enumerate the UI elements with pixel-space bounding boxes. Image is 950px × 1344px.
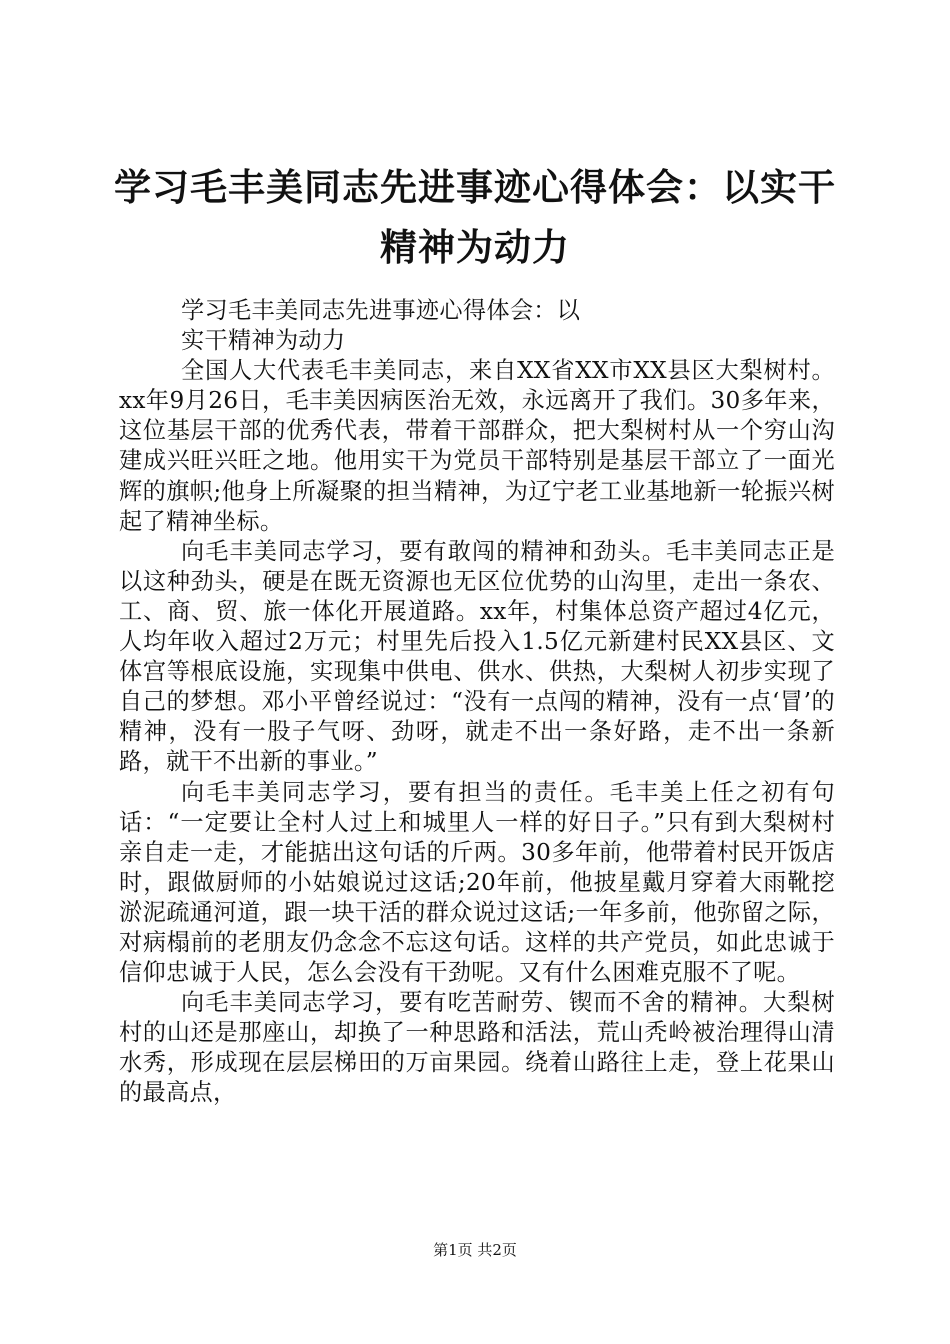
subtitle-line: 学习毛丰美同志先进事迹心得体会：以	[181, 297, 581, 324]
document-title: 学习毛丰美同志先进事迹心得体会：以实干精神为动力	[114, 166, 836, 269]
body-paragraph: 向毛丰美同志学习，要有担当的责任。毛丰美上任之初有句话：“一定要让全村人过上和城里人一样的好日子。”只有到大梨树村亲自走一走，才能掂出这句话的斤两。30多年前，他带着村民开饭店时，跟做厨师的小姑娘说过这话;20年前，他披星戴月穿着大雨靴挖淤泥疏通河道，跟一块干活的群众说过这话;一年多前，他弥留之际，对病榻前的老朋友仍念念不忘这句话。这样的共产党员，如此忠诚于信仰忠诚于人民，怎么会没有干劲呢。又有什么困难克服不了呢。	[119, 778, 835, 987]
document-body	[119, 296, 835, 1109]
page-footer: 第1页 共2页	[433, 1241, 517, 1259]
body-paragraph: 全国人大代表毛丰美同志，来自XX省XX市XX县区大梨树村。xx年9月26日，毛丰美因病医治无效，永远离开了我们。30多年来，这位基层干部的优秀代表，带着干部群众，把大梨树村从一个穷山沟建成兴旺兴旺之地。他用实干为党员干部特别是基层干部立了一面光辉的旗帜;他身上所凝聚的担当精神，为辽宁老工业基地新一轮振兴树起了精神坐标。	[119, 357, 835, 535]
body-paragraph: 向毛丰美同志学习，要有吃苦耐劳、锲而不舍的精神。大梨树村的山还是那座山，却换了一种思路和活法，荒山秃岭被治理得山清水秀，形成现在层层梯田的万亩果园。绕着山路往上走，登上花果山的最高点，	[119, 989, 835, 1107]
subtitle-line: 实干精神为动力	[181, 327, 346, 355]
body-paragraph: 向毛丰美同志学习，要有敢闯的精神和劲头。毛丰美同志正是以这种劲头，硬是在既无资源也无区位优势的山沟里，走出一条农、工、商、贸、旅一体化开展道路。xx年，村集体总资产超过4亿元，人均年收入超过2万元；村里先后投入1.5亿元新建村民XX县区、文体宫等根底设施，实现集中供电、供水、供热，大梨树人初步实现了自己的梦想。邓小平曾经说过：“没有一点闯的精神，没有一点‘冒’的精神，没有一股子气呀、劲呀，就走不出一条好路，走不出一条新路，就干不出新的事业。”	[119, 537, 835, 776]
